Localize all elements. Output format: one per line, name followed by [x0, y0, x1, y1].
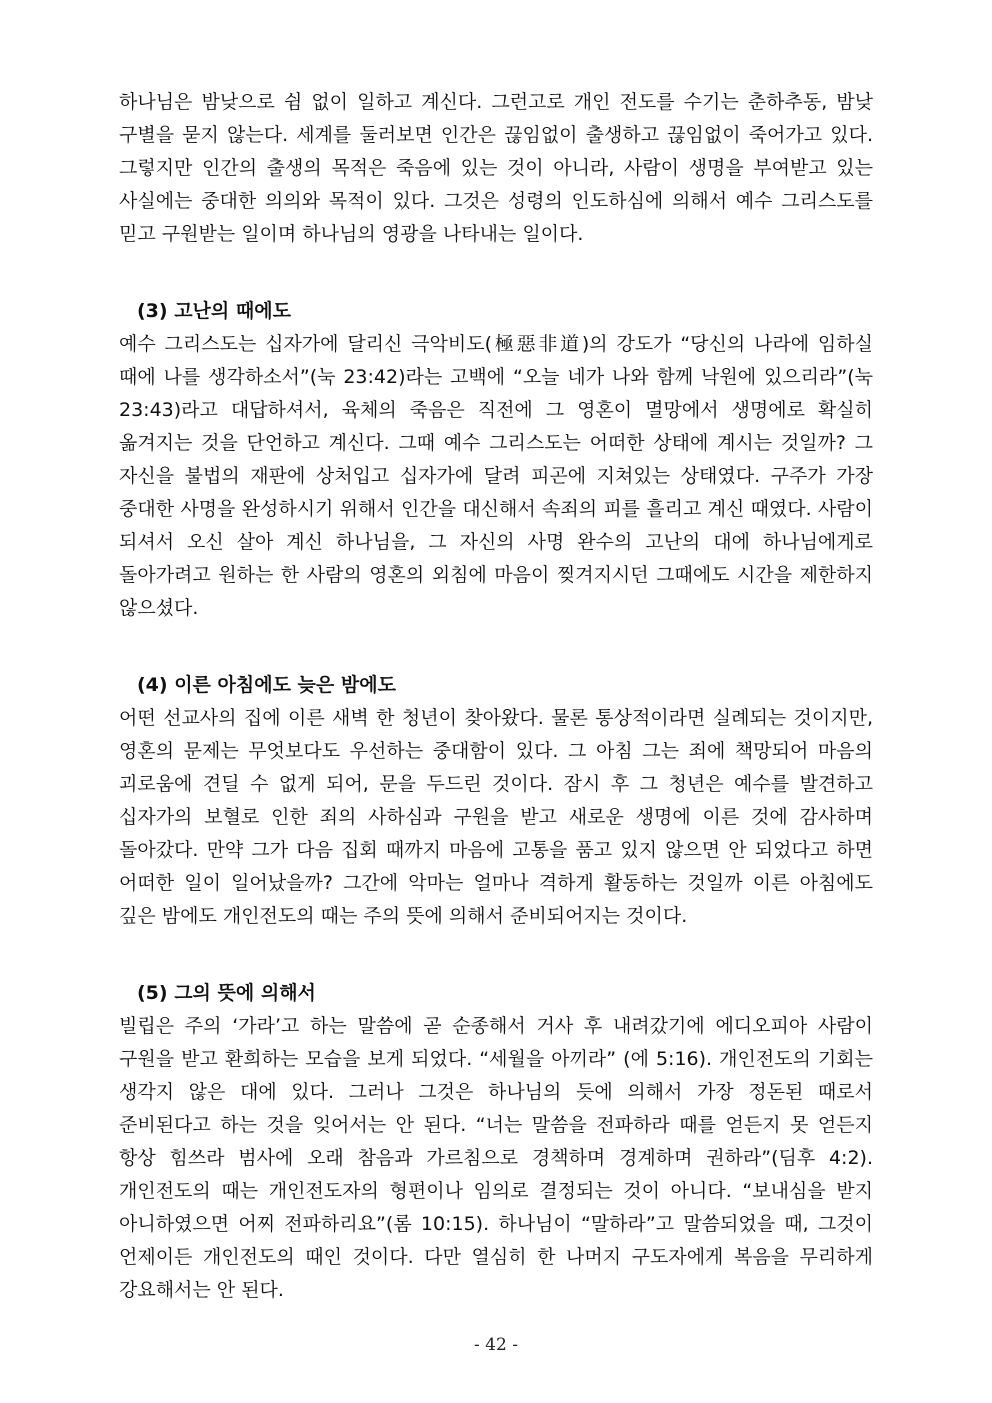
section-gap	[119, 933, 873, 977]
section-heading-4: (4) 이른 아침에도 늦은 밤에도	[137, 674, 396, 696]
section-gap	[119, 625, 873, 669]
section-heading-5: (5) 그의 뜻에 의해서	[137, 982, 316, 1004]
page-number: - 42 -	[474, 1335, 518, 1355]
paragraph-section-5: 빌립은 주의 ‘가라’고 하는 말씀에 곧 순종해서 거사 후 내려갔기에 에디오피아 사람이 구원을 받고 환희하는 모습을 보게 되었다. “세월을 아끼라” (에 5:16). 개인전도의 기회는 생각지 않은 대에 있다. 그러나 그것은 하나님의 듯에 의해서 가장 정돈된 때로서 준비된다고 하는 것을 잊어서는 안 된다. “너는 말씀을 전파하라 때를 얻든지 못 얻든지 항상 힘쓰라 범사에 오래 참음과 가르침으로 경책하며 경계하며 권하라”(딤후 4:2). 개인전도의 때는 개인전도자의 형편이나 임의로 결정되는 것이 아니다. “보내심을 받지 아니하였으면 어찌 전파하리요”(롬 10:15). 하나님이 “말하라”고 말씀되었을 때, 그것이 언제이든 개인전도의 때인 것이다. 다만 열심히 한 나머지 구도자에게 복음을 무리하게 강요해서는 안 된다.	[119, 1015, 873, 1301]
paragraph-section-3: 예수 그리스도는 십자가에 달리신 극악비도(極惡非道)의 강도가 “당신의 나라에 임하실 때에 나를 생각하소서”(눅 23:42)라는 고백에 “오늘 네가 나와 함께 낙원에 있으리라”(눅 23:43)라고 대답하셔서, 육체의 죽음은 직전에 그 영혼이 멸망에서 생명에로 확실히 옮겨지는 것을 단언하고 계신다. 그때 예수 그리스도는 어떠한 상태에 계시는 것일까? 그 자신을 불법의 재판에 상처입고 십자가에 달려 피곤에 지쳐있는 상태였다. 구주가 가장 중대한 사명을 완성하시기 위해서 인간을 대신해서 속죄의 피를 흘리고 계신 때였다. 사람이 되셔서 오신 살아 계신 하나님을, 그 자신의 사명 완수의 고난의 대에 하나님에게로 돌아가려고 원하는 한 사람의 영혼의 외침에 마음이 찢겨지시던 그때에도 시간을 제한하지 않으셨다.	[119, 333, 873, 619]
paragraph-intro: 하나님은 밤낮으로 쉼 없이 일하고 계신다. 그런고로 개인 전도를 수기는 춘하추동, 밤낮 구별을 묻지 않는다. 세계를 둘러보면 인간은 끊임없이 출생하고 끊임없이 죽어가고 있다. 그렇지만 인간의 출생의 목적은 죽음에 있는 것이 아니라, 사람이 생명을 부여받고 있는 사실에는 중대한 의의와 목적이 있다. 그것은 성령의 인도하심에 의해서 예수 그리스도를 믿고 구원받는 일이며 하나님의 영광을 나타내는 일이다.	[119, 91, 873, 245]
page-body	[119, 86, 873, 1307]
section-gap	[119, 251, 873, 295]
section-heading-3: (3) 고난의 때에도	[137, 300, 291, 322]
paragraph-section-4: 어떤 선교사의 집에 이른 새벽 한 청년이 찾아왔다. 물론 통상적이라면 실례되는 것이지만, 영혼의 문제는 무엇보다도 우선하는 중대함이 있다. 그 아침 그는 죄에 책망되어 마음의 괴로움에 견딜 수 없게 되어, 문을 두드린 것이다. 잠시 후 그 청년은 예수를 발견하고 십자가의 보혈로 인한 죄의 사하심과 구원을 받고 새로운 생명에 이른 것에 감사하며 돌아갔다. 만약 그가 다음 집회 때까지 마음에 고통을 품고 있지 않으면 안 되었다고 하면 어떠한 일이 일어났을까? 그간에 악마는 얼마나 격하게 활동하는 것일까 이른 아침에도 깊은 밤에도 개인전도의 때는 주의 뜻에 의해서 준비되어지는 것이다.	[119, 707, 873, 927]
